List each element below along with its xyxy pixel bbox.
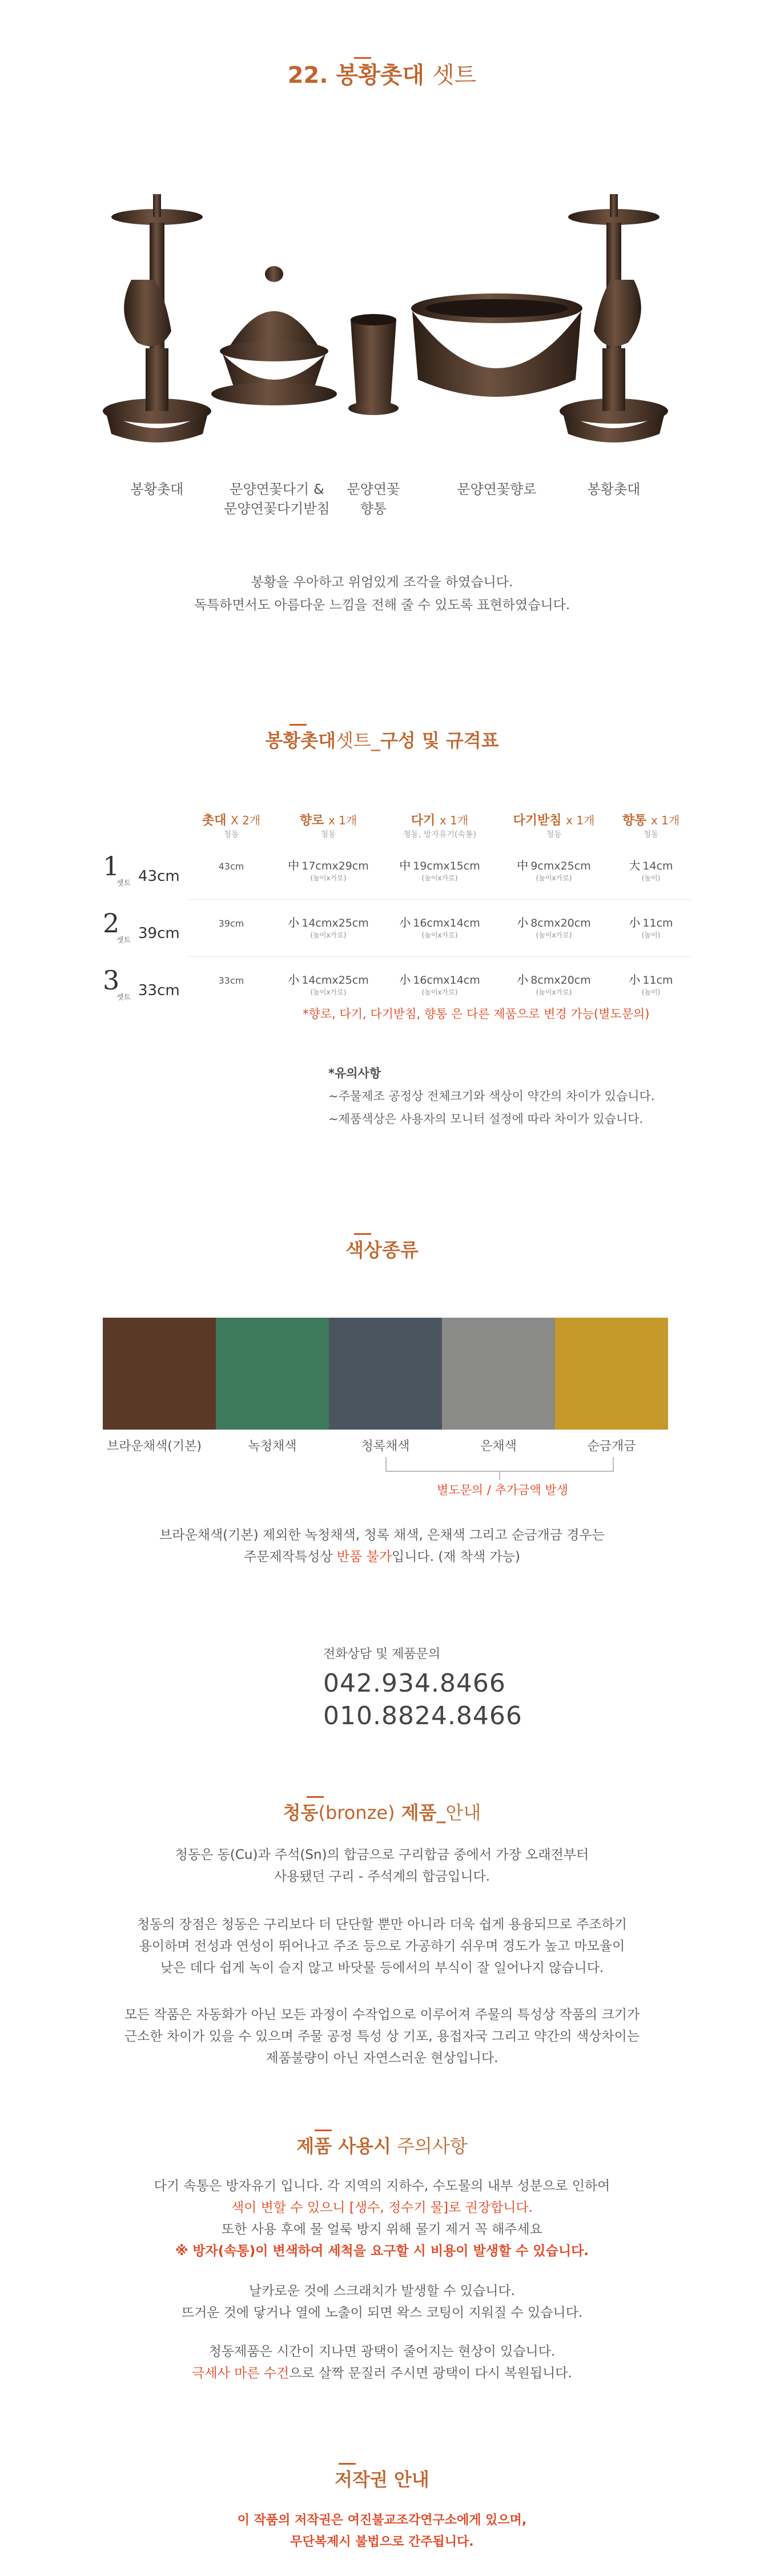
swatch-label-green: 녹청채색	[248, 1439, 297, 1454]
row-number: 1	[103, 851, 120, 882]
cell-value: 39cm	[218, 918, 244, 929]
bronze-para-1	[0, 1844, 764, 1887]
row-number: 2	[103, 908, 120, 939]
product-label-incense-holder-line2: 향통	[360, 501, 387, 517]
cell-note: (높이x가로)	[310, 988, 347, 996]
copyright-accent-line	[339, 2463, 356, 2465]
cell-size-grade: 中	[399, 859, 411, 872]
section-title-bold: 봉황촛대	[336, 62, 425, 88]
phone-1[interactable]: 042.934.8466	[323, 1669, 506, 1698]
usage-line-8	[0, 2362, 764, 2384]
caution-line-1: ~주물제조 공정상 전체크기와 색상이 약간의 차이가 있습니다.	[328, 1089, 655, 1103]
cell-stand	[497, 913, 611, 940]
cell-value: 33cm	[218, 975, 244, 986]
row-divider	[188, 956, 691, 957]
copyright-line-1: 이 작품의 저작권은 여진불교조각연구소에게 있으며,	[237, 2513, 527, 2527]
cell-note: (높이x가로)	[536, 988, 572, 996]
colors-desc	[0, 1524, 764, 1568]
spec-header-stand	[497, 811, 611, 840]
cell-value: 8cmx20cm	[530, 974, 591, 987]
usage-line-8-highlight: 극세사 마른 수건	[192, 2366, 289, 2381]
header-material: 청동, 방자유기(속통)	[403, 830, 477, 839]
bronze-p3-line2: 근소한 차이가 있을 수 있으며 주물 공정 특성 상 기포, 용접자국 그리고 약간의 색상차이는	[124, 2029, 640, 2044]
cell-value: 17cmx29cm	[301, 860, 369, 872]
cell-size-grade: 小	[629, 973, 641, 987]
bronze-para-2	[0, 1914, 764, 1979]
cell-holder	[611, 971, 691, 997]
cell-size-grade: 小	[288, 973, 300, 987]
cell-note: (높이x가로)	[421, 988, 458, 996]
spec-header-teabowl	[383, 811, 497, 840]
swatch-green	[216, 1318, 329, 1430]
cell-value: 14cmx25cm	[301, 974, 369, 987]
spec-title-light: 셋트_	[336, 730, 380, 751]
cell-stand	[497, 856, 611, 883]
row-set-label: 셋트	[116, 993, 131, 1002]
header-name: 다기받침	[513, 814, 562, 828]
usage-line-4: ※ 방자(속통)이 변색하여 세척을 요구할 시 비용이 발생할 수 있습니다.	[175, 2244, 589, 2259]
product-label-tea-bowl-line2: 문양연꽃다기받침	[224, 501, 330, 517]
colors-desc-highlight: 반품 불가	[336, 1549, 392, 1564]
bronze-p1-line2: 사용됐던 구리 - 주석계의 합금입니다.	[274, 1869, 490, 1884]
spec-accent-line	[289, 724, 307, 726]
usage-title-b: 주의사항	[391, 2135, 468, 2157]
cell-note: (높이)	[641, 988, 661, 996]
swatch-label-brown: 브라운채색(기본)	[107, 1439, 202, 1454]
extra-cost-bracket-stem	[499, 1472, 500, 1480]
swatch-label-gold: 순금개금	[587, 1439, 636, 1454]
cell-size-grade: 大	[629, 859, 641, 872]
cell-size-grade: 小	[399, 973, 411, 987]
header-material: 청동	[643, 830, 659, 839]
cell-value: 14cmx25cm	[301, 917, 369, 929]
cell-note: (높이x가로)	[536, 874, 572, 882]
copyright-line-2: 무단복제시 불법으로 간주됩니다.	[290, 2535, 474, 2549]
lotus-tea-bowl	[211, 266, 337, 405]
cell-holder	[611, 856, 691, 883]
cell-value: 14cm	[642, 860, 673, 872]
row-size: 43cm	[138, 868, 180, 885]
header-qty: x 1개	[650, 814, 680, 827]
cell-value: 16cmx14cm	[413, 917, 480, 929]
bronze-title-d: 안내	[445, 1802, 481, 1824]
cell-value: 16cmx14cm	[413, 974, 480, 987]
bronze-title-a: 청동	[283, 1802, 319, 1824]
spec-header-censer	[274, 811, 383, 840]
spec-footnote: *향로, 다기, 다기받침, 향통 은 다른 제품으로 변경 가능(별도문의)	[303, 1007, 650, 1021]
cell-size-grade: 小	[517, 916, 529, 929]
section-title-light: 셋트	[432, 62, 477, 88]
cell-value: 11cm	[642, 917, 673, 929]
product-label-candlestick-left: 봉황촛대	[130, 481, 184, 497]
cell-candle	[188, 975, 274, 986]
bronze-accent-line	[307, 1796, 324, 1798]
swatch-silver	[442, 1318, 555, 1430]
bronze-title-c: 제품_	[395, 1802, 446, 1824]
spec-header-holder	[611, 811, 691, 840]
usage-block-2	[0, 2280, 764, 2324]
cell-value: 8cmx20cm	[530, 917, 591, 929]
cell-teabowl	[383, 856, 497, 883]
cell-note: (높이x가로)	[421, 874, 458, 882]
usage-line-5: 날카로운 것에 스크래치가 발생할 수 있습니다.	[248, 2284, 515, 2299]
contact-label: 전화상담 및 제품문의	[323, 1647, 441, 1661]
usage-line-8-rest: 으로 살짝 문질러 주시면 광택이 다시 복원됩니다.	[289, 2366, 572, 2381]
copyright-text	[0, 2510, 764, 2553]
lotus-incense-holder	[348, 314, 399, 415]
spec-row-2	[97, 908, 691, 953]
bronze-para-3	[0, 2004, 764, 2069]
product-label-tea-bowl	[211, 480, 343, 518]
row-set-label: 셋트	[116, 879, 131, 888]
spec-title-tail: 구성 및 규격표	[380, 730, 499, 751]
swatch-label-teal: 청록채색	[361, 1439, 410, 1454]
spec-header-row	[188, 811, 691, 845]
bronze-p2-line1: 청동의 장점은 청동은 구리보다 더 단단할 뿐만 아니라 더욱 쉽게 용융되므로 주조하기	[136, 1917, 628, 1932]
colors-desc-line-2	[0, 1546, 764, 1568]
product-label-incense-burner: 문양연꽃향로	[457, 481, 537, 497]
product-label-incense-holder	[339, 480, 408, 518]
cell-note: (높이x가로)	[310, 931, 347, 939]
cell-size-grade: 小	[517, 973, 529, 987]
bronze-p1-line1: 청동은 동(Cu)과 주석(Sn)의 합금으로 구리합금 중에서 가장 오래전부터	[175, 1848, 589, 1862]
spec-row-3	[97, 965, 691, 1011]
cell-holder	[611, 913, 691, 940]
usage-accent-line	[315, 2130, 332, 2131]
cell-value: 11cm	[642, 974, 673, 987]
product-label-candlestick-right: 봉황촛대	[587, 481, 641, 497]
header-material: 청동	[546, 830, 562, 839]
cell-censer	[274, 913, 383, 940]
product-illustration	[0, 194, 764, 462]
usage-line-7: 청동제품은 시간이 지나면 광택이 줄어지는 현상이 있습니다.	[208, 2344, 556, 2359]
cell-note: (높이x가로)	[421, 931, 458, 939]
swatch-gold	[555, 1318, 668, 1430]
product-label-tea-bowl-line1: 문양연꽃다기 &	[230, 481, 324, 497]
cell-censer	[274, 856, 383, 883]
lotus-incense-burner	[411, 293, 582, 397]
usage-block-3	[0, 2341, 764, 2384]
intro-text	[0, 571, 764, 617]
usage-title	[0, 2132, 764, 2158]
intro-line-2: 독특하면서도 아름다운 느낌을 전해 줄 수 있도록 표현하였습니다.	[194, 598, 570, 613]
cell-size-grade: 小	[629, 916, 641, 929]
colors-desc-text-c: 입니다. (재 착색 가능)	[392, 1549, 520, 1564]
bronze-title-b: (bronze)	[318, 1802, 395, 1824]
header-name: 다기	[411, 814, 436, 828]
cell-value: 19cmx15cm	[413, 860, 480, 872]
cell-size-grade: 小	[288, 916, 300, 929]
spec-row-1	[97, 851, 691, 896]
header-material: 청동	[223, 830, 239, 839]
bronze-p3-line1: 모든 작품은 자동화가 아닌 모든 과정이 수작업으로 이루어져 주물의 특성상 작품의 크기가	[124, 2007, 640, 2022]
bronze-p2-line2: 용이하며 전성과 연성이 뛰어나고 주조 등으로 가공하기 쉬우며 경도가 높고 마모율이	[139, 1939, 625, 1954]
usage-line-1: 다기 속통은 방자유기 입니다. 각 지역의 지하수, 수도물의 내부 성분으로 인하여	[154, 2179, 610, 2193]
section-title	[0, 57, 764, 90]
section-number: 22.	[287, 62, 328, 88]
row-number: 3	[103, 965, 120, 996]
cell-candle	[188, 918, 274, 929]
contact-block	[323, 1644, 522, 1730]
extra-cost-note: 별도문의 / 추가금액 발생	[437, 1483, 568, 1497]
extra-cost-bracket	[385, 1457, 614, 1472]
colors-desc-line-1: 브라운채색(기본) 제외한 녹청채색, 청록 채색, 은채색 그리고 순금개금 경우는	[159, 1528, 605, 1543]
bronze-p2-line3: 낮은 데다 쉽게 녹이 슬지 않고 바닷물 등에서의 부식이 잘 일어나지 않습니다.	[160, 1961, 604, 1975]
cell-value: 43cm	[218, 861, 244, 872]
caution-box	[328, 1062, 654, 1130]
phoenix-candlestick-left	[103, 194, 211, 442]
cell-size-grade: 中	[288, 859, 300, 872]
cell-note: (높이x가로)	[536, 931, 572, 939]
usage-line-3: 또한 사용 후에 물 얼룩 방지 위해 물기 제거 꼭 해주세요	[222, 2222, 542, 2237]
phone-2[interactable]: 010.8824.8466	[323, 1701, 522, 1730]
cell-teabowl	[383, 971, 497, 997]
intro-line-1: 봉황을 우아하고 위엄있게 조각을 하였습니다.	[251, 575, 513, 590]
header-name: 향통	[622, 814, 647, 828]
header-qty: x 1개	[566, 814, 595, 827]
bronze-title	[0, 1798, 764, 1825]
caution-title: *유의사항	[328, 1066, 381, 1080]
header-material: 청동	[320, 830, 336, 839]
row-size: 39cm	[138, 925, 180, 942]
spec-title-bold: 봉황촛대	[265, 730, 336, 751]
header-name: 향로	[299, 814, 324, 828]
swatch-brown	[103, 1318, 216, 1430]
swatch-label-silver: 은채색	[480, 1439, 517, 1454]
cell-size-grade: 中	[517, 859, 529, 872]
row-size: 33cm	[138, 982, 180, 999]
header-qty: x 1개	[328, 814, 357, 827]
row-divider	[188, 899, 691, 900]
colors-title: 색상종류	[345, 1239, 419, 1261]
usage-line-6: 뜨거운 것에 닿거나 열에 노출이 되면 왁스 코팅이 지워질 수 있습니다.	[181, 2305, 583, 2320]
usage-block-1	[0, 2175, 764, 2262]
cell-candle	[188, 861, 274, 872]
usage-line-2: 색이 변할 수 있으니 [생수, 정수기 물]로 권장합니다.	[231, 2200, 533, 2215]
product-label-incense-holder-line1: 문양연꽃	[347, 481, 400, 497]
cell-teabowl	[383, 913, 497, 940]
caution-line-2: ~제품색상은 사용자의 모니터 설정에 따라 차이가 있습니다.	[328, 1112, 644, 1126]
cell-value: 9cmx25cm	[530, 860, 591, 872]
header-name: 촛대	[202, 814, 227, 828]
cell-note: (높이)	[641, 874, 661, 882]
header-qty: X 2개	[231, 814, 261, 827]
bronze-p3-line3: 제품불량이 아닌 자연스러운 현상입니다.	[266, 2051, 498, 2066]
cell-stand	[497, 971, 611, 997]
spec-title	[0, 726, 764, 752]
cell-censer	[274, 971, 383, 997]
cell-note: (높이)	[641, 931, 661, 939]
cell-note: (높이x가로)	[310, 874, 347, 882]
colors-accent-line	[354, 1233, 371, 1235]
spec-header-candle	[188, 811, 274, 840]
row-set-label: 셋트	[116, 936, 131, 945]
colors-desc-text-a: 주문제작특성상	[244, 1549, 337, 1564]
swatch-teal	[329, 1318, 442, 1430]
usage-title-a: 제품 사용시	[296, 2135, 391, 2157]
header-qty: x 1개	[439, 814, 469, 827]
cell-size-grade: 小	[399, 916, 411, 929]
copyright-title: 저작권 안내	[335, 2469, 429, 2490]
